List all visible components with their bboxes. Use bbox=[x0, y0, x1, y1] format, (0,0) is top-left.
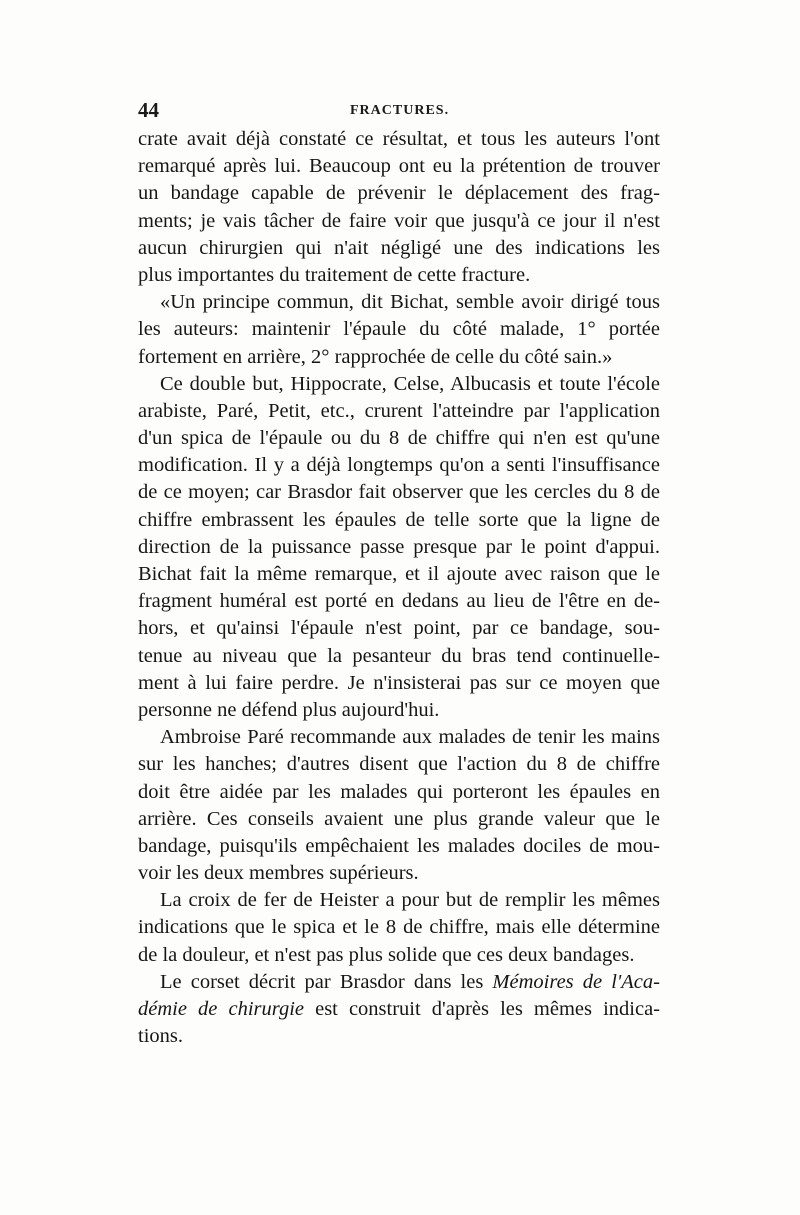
text-line: doit être aidée par les malades qui porteront les épaules en bbox=[138, 780, 660, 803]
text-line: direction de la puissance passe presque par le point d'appui. bbox=[138, 535, 660, 558]
text-line: arabiste, Paré, Petit, etc., crurent l'atteindre par l'application bbox=[138, 399, 660, 422]
text-line: aucun chirurgien qui n'ait négligé une des indications les bbox=[138, 236, 660, 259]
text-line: de la douleur, et n'est pas plus solide que ces deux bandages. bbox=[138, 943, 635, 966]
text-line: Ambroise Paré recommande aux malades de tenir les mains bbox=[160, 726, 660, 749]
text-line: indications que le spica et le 8 de chiffre, mais elle détermine bbox=[138, 916, 660, 939]
text-line bbox=[138, 969, 660, 996]
text-span: Le corset décrit par Brasdor dans les bbox=[160, 970, 493, 993]
text-line: fortement en arrière, 2° rapprochée de celle du côté sain.» bbox=[138, 345, 613, 368]
text-line bbox=[138, 996, 660, 1023]
running-head: FRACTURES. bbox=[350, 103, 450, 118]
text-line: sur les hanches; d'autres disent que l'action du 8 de chiffre bbox=[138, 753, 660, 776]
body-text bbox=[138, 126, 660, 1050]
text-line: modification. Il y a déjà longtemps qu'on a senti l'insuffisance bbox=[138, 454, 660, 477]
text-line: «Un principe commun, dit Bichat, semble avoir dirigé tous bbox=[160, 291, 660, 314]
text-line: Ce double but, Hippocrate, Celse, Albucasis et toute l'école bbox=[160, 372, 660, 395]
page-number: 44 bbox=[138, 98, 159, 122]
text-line: fragment huméral est porté en dedans au lieu de l'être en de- bbox=[138, 590, 660, 613]
italic-title-span: Mémoires de l'Aca- bbox=[492, 970, 660, 993]
text-line: un bandage capable de prévenir le déplacement des frag- bbox=[138, 182, 660, 205]
text-line: ment à lui faire perdre. Je n'insisterai pas sur ce moyen que bbox=[138, 671, 660, 694]
page-header bbox=[138, 98, 660, 124]
text-line: voir les deux membres supérieurs. bbox=[138, 862, 419, 885]
text-line: plus importantes du traitement de cette fracture. bbox=[138, 263, 531, 286]
text-line: remarqué après lui. Beaucoup ont eu la prétention de trouver bbox=[138, 155, 660, 178]
text-line: arrière. Ces conseils avaient une plus grande valeur que le bbox=[138, 807, 660, 830]
text-line: crate avait déjà constaté ce résultat, et tous les auteurs l'ont bbox=[138, 128, 660, 150]
text-line: d'un spica de l'épaule ou du 8 de chiffre qui n'en est qu'une bbox=[138, 427, 660, 450]
text-line: ments; je vais tâcher de faire voir que jusqu'à ce jour il n'est bbox=[138, 209, 660, 232]
text-line: personne ne défend plus aujourd'hui. bbox=[138, 698, 440, 721]
italic-title-span: démie de chirurgie bbox=[138, 998, 305, 1020]
text-line: tions. bbox=[138, 1025, 183, 1048]
text-line: tenue au niveau que la pesanteur du bras tend continuelle- bbox=[138, 644, 660, 667]
text-line: les auteurs: maintenir l'épaule du côté malade, 1° portée bbox=[138, 318, 660, 341]
text-line: hors, et qu'ainsi l'épaule n'est point, par ce bandage, sou- bbox=[138, 617, 660, 640]
text-line: chiffre embrassent les épaules de telle sorte que la ligne de bbox=[138, 508, 660, 531]
text-line: de ce moyen; car Brasdor fait observer que les cercles du 8 de bbox=[138, 481, 660, 504]
text-line: Bichat fait la même remarque, et il ajoute avec raison que le bbox=[138, 563, 660, 585]
text-line: bandage, puisqu'ils empêchaient les malades dociles de mou- bbox=[138, 834, 660, 857]
text-line: La croix de fer de Heister a pour but de remplir les mêmes bbox=[160, 889, 660, 912]
text-span: est construit d'après les mêmes indica- bbox=[304, 998, 660, 1020]
